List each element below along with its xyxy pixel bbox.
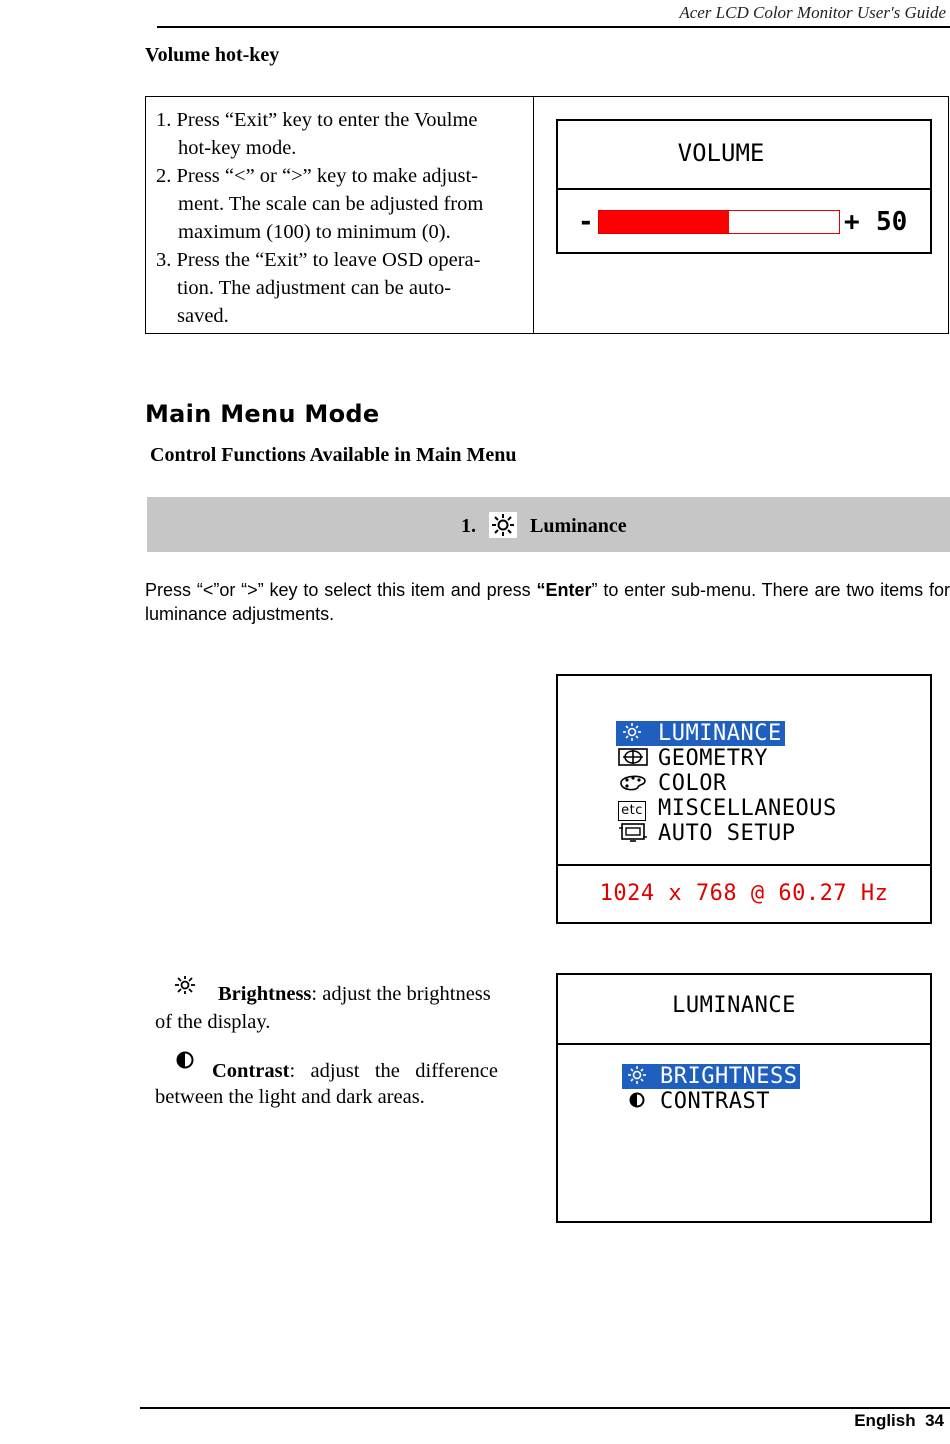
sun-icon: [618, 721, 658, 743]
half-circle-icon: [624, 1089, 660, 1111]
volume-step-line: saved.: [177, 305, 229, 327]
volume-step-line: 1. Press “Exit” key to enter the Voulme: [156, 109, 478, 131]
page-number: 34: [925, 1411, 944, 1430]
volume-slider-fill: [599, 211, 729, 233]
luminance-osd-window: [556, 973, 932, 1223]
volume-osd-title: VOLUME: [677, 139, 765, 167]
brightness-description-cont: of the display.: [155, 1011, 271, 1033]
submenu-item-label: BRIGHTNESS: [660, 1064, 798, 1089]
header-rule: [157, 26, 950, 28]
etc-icon: etc: [618, 801, 646, 821]
sun-icon: [624, 1064, 660, 1086]
brightness-label: Brightness: [218, 983, 312, 1005]
menu-item-color[interactable]: [618, 771, 727, 796]
resolution-readout: 1024 x 768 @ 60.27 Hz: [599, 881, 889, 906]
document-header-title: Acer LCD Color Monitor User's Guide: [679, 3, 946, 22]
brightness-description: [218, 983, 491, 1006]
control-functions-subheading: Control Functions Available in Main Menu: [150, 444, 517, 466]
volume-value: 50: [876, 207, 908, 237]
luminance-osd-title: LUMINANCE: [672, 993, 796, 1018]
volume-step-line: maximum (100) to minimum (0).: [178, 221, 451, 243]
luminance-intro-paragraph: [145, 578, 950, 626]
volume-hotkey-heading: Volume hot-key: [145, 44, 280, 66]
section-title: Luminance: [530, 515, 627, 537]
intro-text: Press “<”or “>” key to select this item and press: [145, 580, 537, 600]
volume-slider-track[interactable]: [598, 210, 840, 234]
volume-step-line: hot-key mode.: [178, 137, 297, 159]
palette-icon: [618, 771, 658, 793]
osd-separator: [558, 864, 930, 866]
brightness-desc-text: : adjust the brightness: [311, 983, 491, 1005]
section-number: 1.: [461, 515, 476, 537]
brightness-sun-icon: [172, 975, 198, 995]
submenu-item-brightness[interactable]: [622, 1064, 800, 1089]
volume-step-line: tion. The adjustment can be auto-: [177, 277, 452, 299]
geometry-icon: [618, 746, 658, 768]
page-footer: [854, 1411, 944, 1431]
menu-item-miscellaneous[interactable]: [618, 796, 837, 821]
contrast-desc-text: : adjust the difference: [289, 1060, 498, 1082]
submenu-item-label: CONTRAST: [660, 1089, 770, 1114]
volume-step-line: 3. Press the “Exit” to leave OSD opera-: [156, 249, 481, 271]
main-menu-mode-heading: Main Menu Mode: [145, 400, 380, 428]
osd-separator: [558, 188, 930, 190]
volume-osd-window: [556, 119, 932, 254]
contrast-description-cont: between the light and dark areas.: [155, 1086, 425, 1108]
auto-setup-icon: [618, 821, 658, 843]
main-menu-osd-window: [556, 674, 932, 924]
submenu-item-contrast[interactable]: [624, 1089, 770, 1114]
menu-item-label: AUTO SETUP: [658, 821, 796, 846]
volume-plus: +: [844, 207, 860, 237]
contrast-label: Contrast: [212, 1060, 290, 1082]
volume-step-line: ment. The scale can be adjusted from: [178, 193, 484, 215]
volume-step-line: 2. Press “<” or “>” key to make adjust-: [156, 165, 478, 187]
menu-item-label: GEOMETRY: [658, 746, 768, 771]
menu-item-label: MISCELLANEOUS: [658, 796, 837, 821]
menu-item-label: LUMINANCE: [658, 721, 782, 746]
osd-separator: [558, 1043, 930, 1045]
menu-item-auto-setup[interactable]: [618, 821, 795, 846]
menu-item-luminance[interactable]: [616, 721, 785, 746]
intro-text-end: ” to enter sub-menu. There are two items for luminance adjustments.: [145, 580, 950, 624]
enter-key-name: “Enter: [536, 580, 592, 600]
footer-rule: [140, 1407, 950, 1409]
contrast-half-circle-icon: [175, 1050, 195, 1070]
menu-item-label: COLOR: [658, 771, 727, 796]
footer-language: English: [854, 1411, 916, 1430]
contrast-description: [212, 1060, 523, 1083]
table-divider: [533, 96, 534, 334]
sun-icon: [489, 512, 517, 538]
menu-item-geometry[interactable]: [618, 746, 768, 771]
volume-minus: -: [578, 207, 594, 237]
